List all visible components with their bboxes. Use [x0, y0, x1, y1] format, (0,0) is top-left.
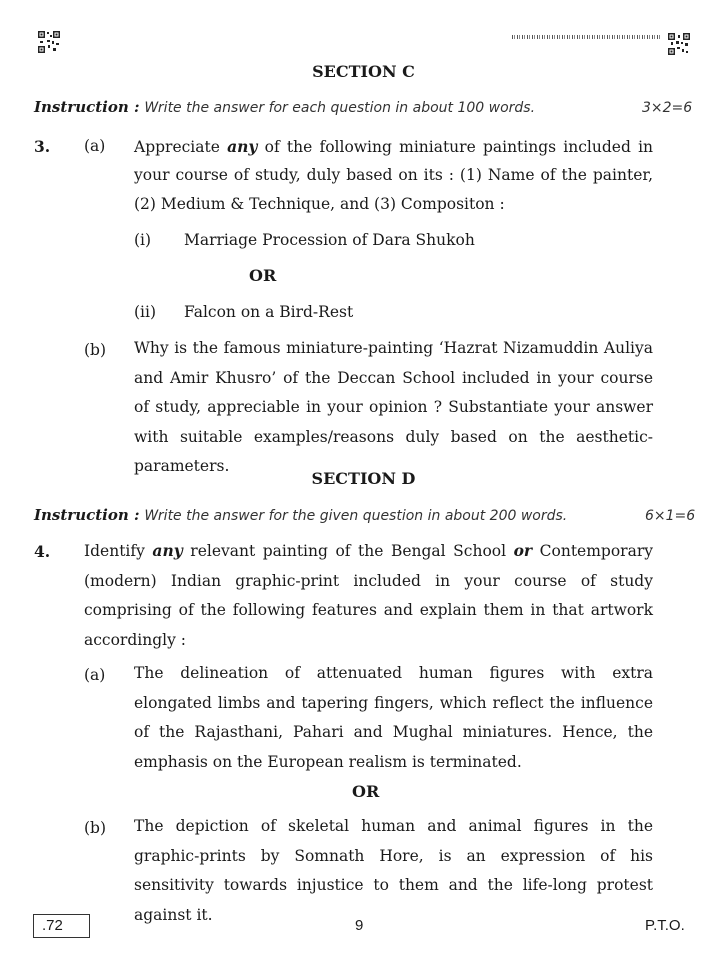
- question-number: 3.: [34, 137, 51, 156]
- part-label: (b): [84, 341, 107, 359]
- section-c-instruction: [34, 98, 535, 116]
- question-text-line: Appreciate any of the following miniature paintings included in: [134, 137, 654, 156]
- question-paragraph: Identify any relevant painting of the Bengal School or Contemporary (modern) Indian graphic-print included in your course of study comprising of the following features and explain them in that artwork accordingly :: [84, 541, 653, 649]
- section-d-instruction: [34, 506, 567, 524]
- question-number: 4.: [34, 542, 51, 561]
- option-label: (ii): [134, 303, 157, 321]
- question-paragraph: Why is the famous miniature-painting ‘Hazrat Nizamuddin Auliya and Amir Khusro’ of the Deccan School included in your course of study, appreciable in your opinion ? Substantiate your answer with suitable examples/reasons duly based on the aesthetic-parameters.: [134, 339, 653, 475]
- part-label: (b): [84, 819, 107, 837]
- option-text: Falcon on a Bird-Rest: [184, 303, 354, 321]
- or-separator: OR: [249, 266, 277, 285]
- option-text: Marriage Procession of Dara Shukoh: [184, 231, 475, 249]
- or-separator: OR: [352, 782, 380, 801]
- barcode-strip: [512, 35, 662, 39]
- instruction-label: Instruction :: [34, 506, 140, 524]
- instruction-text: Write the answer for each question in about 100 words.: [144, 100, 536, 116]
- paper-code: .72: [42, 917, 63, 934]
- qr-code-icon: [668, 33, 690, 55]
- option-label: (i): [134, 231, 152, 249]
- question-paragraph: The delineation of attenuated human figures with extra elongated limbs and tapering fingers, which reflect the influence of the Rajasthani, Pahari and Mughal miniatures. Hence, the emphasis on the European realism is terminated.: [134, 664, 653, 771]
- question-text-line: (2) Medium & Technique, and (3) Compositon :: [134, 195, 505, 213]
- part-label: (a): [84, 137, 106, 155]
- instruction-label: Instruction :: [34, 98, 140, 116]
- emphasis-or: or: [513, 541, 533, 560]
- section-c-marks: 3×2=6: [642, 100, 693, 116]
- qr-code-icon: [38, 31, 60, 53]
- emphasis-any: any: [152, 541, 183, 560]
- question-paragraph: The depiction of skeletal human and animal figures in the graphic-prints by Somnath Hore, is an expression of his sensitivity towards injustice to them and the life-long protest against it.: [134, 817, 653, 924]
- page-number: 9: [355, 917, 364, 934]
- question-text-line: your course of study, duly based on its : (1) Name of the painter,: [134, 166, 653, 184]
- part-label: (a): [84, 666, 106, 684]
- section-d-marks: 6×1=6: [645, 508, 696, 524]
- instruction-text: Write the answer for the given question in about 200 words.: [144, 508, 568, 524]
- emphasis-any: any: [227, 137, 258, 156]
- section-d-heading: SECTION D: [311, 469, 416, 488]
- pto-label: P.T.O.: [645, 917, 685, 934]
- section-c-heading: SECTION C: [312, 62, 415, 81]
